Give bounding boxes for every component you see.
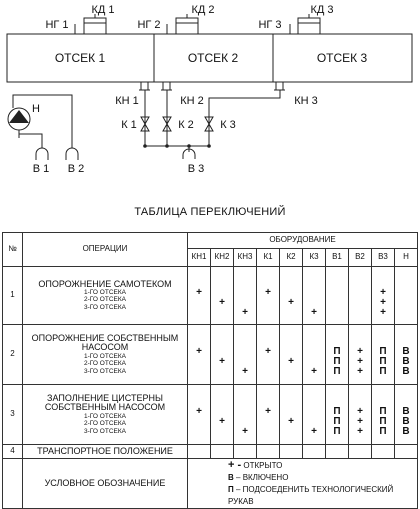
- state-mark: [349, 288, 371, 298]
- equipment-state-cell: [372, 385, 395, 445]
- valve-k2: [163, 117, 194, 131]
- state-mark: П: [333, 365, 341, 377]
- breather-valve-2: [176, 4, 215, 34]
- state-mark: +: [288, 296, 294, 308]
- equipment-col-header: КН1: [188, 249, 211, 267]
- state-mark: [257, 367, 279, 377]
- equipment-state-cell: [395, 445, 418, 459]
- valve-k1-label: К 1: [121, 119, 137, 131]
- state-mark: [303, 347, 325, 357]
- operation-subitem: 2-ГО ОТСЕКА: [84, 420, 126, 428]
- equipment-state-cell: [280, 267, 303, 325]
- state-mark: [188, 357, 210, 367]
- bottom-valve-3: [274, 82, 318, 107]
- equipment-state-cell: [326, 385, 349, 445]
- legend-symbol-open: + -: [228, 459, 242, 471]
- equipment-state-cell: [280, 385, 303, 445]
- state-mark: [211, 407, 233, 417]
- state-mark: П: [379, 355, 387, 367]
- valve-k3-label: К 3: [220, 119, 236, 131]
- equipment-state-cell: [326, 325, 349, 385]
- compartment-3-label: ОТСЕК 3: [316, 51, 368, 65]
- operation-title: ЗАПОЛНЕНИЕ ЦИСТЕРНЫ СОБСТВЕННЫМ НАСОСОМ: [44, 392, 166, 413]
- state-mark: +: [357, 425, 363, 437]
- state-mark: +: [357, 405, 363, 417]
- operation-subitem: 3-ГО ОТСЕКА: [84, 303, 126, 311]
- state-mark: +: [265, 286, 271, 298]
- state-mark: +: [196, 286, 202, 298]
- operation-subitem: 2-ГО ОТСЕКА: [84, 296, 126, 304]
- legend-text-hose: – ПОДСОЕДЕНИТЬ ТЕХНОЛОГИЧЕСКИЙ РУКАВ: [228, 485, 394, 506]
- operation-subitem: 2-ГО ОТСЕКА: [84, 360, 126, 368]
- legend-symbol-on: В: [228, 473, 234, 482]
- equipment-col-header: К3: [303, 249, 326, 267]
- state-mark: +: [311, 306, 317, 318]
- equipment-state-cell: [257, 325, 280, 385]
- equipment-state-cell: [234, 325, 257, 385]
- state-mark: В: [402, 345, 410, 357]
- equipment-state-cell: [349, 325, 372, 385]
- equipment-state-cell: [349, 445, 372, 459]
- tank-schematic: [0, 0, 420, 200]
- state-mark: П: [379, 365, 387, 377]
- state-mark: [280, 288, 302, 298]
- operation-cell: [23, 267, 188, 325]
- bottom-valve-3-label: КН 3: [294, 95, 318, 107]
- state-mark: [326, 298, 348, 308]
- state-mark: +: [380, 296, 386, 308]
- state-mark: [211, 288, 233, 298]
- operation-subitem: 1-ГО ОТСЕКА: [84, 289, 126, 297]
- equipment-state-cell: [303, 325, 326, 385]
- legend-label: УСЛОВНОЕ ОБОЗНАЧЕНИЕ: [23, 459, 188, 509]
- state-mark: [303, 288, 325, 298]
- state-mark: П: [333, 355, 341, 367]
- legend-symbol-hose: П: [228, 485, 234, 494]
- state-mark: [303, 407, 325, 417]
- equipment-state-cell: [395, 385, 418, 445]
- state-mark: [257, 417, 279, 427]
- state-mark: [188, 417, 210, 427]
- state-mark: [303, 298, 325, 308]
- equipment-state-cell: [211, 445, 234, 459]
- state-mark: +: [288, 415, 294, 427]
- outlet-b1-label: В 1: [32, 163, 50, 175]
- equipment-col-header: В1: [326, 249, 349, 267]
- compartment-1-label: ОТСЕК 1: [54, 51, 106, 65]
- state-mark: [303, 417, 325, 427]
- equipment-state-cell: [188, 325, 211, 385]
- state-mark: [234, 357, 256, 367]
- operation-row: [3, 267, 418, 325]
- state-mark: [188, 308, 210, 318]
- operation-subitem: 3-ГО ОТСЕКА: [84, 367, 126, 375]
- equipment-state-cell: [280, 445, 303, 459]
- bottom-valve-2-label: КН 2: [180, 95, 204, 107]
- equipment-state-cell: [188, 385, 211, 445]
- level-gauge-1-label: НГ 1: [45, 19, 69, 31]
- equipment-col-header: КН2: [211, 249, 234, 267]
- state-mark: +: [288, 355, 294, 367]
- breather-valve-3-label: КД 3: [310, 4, 334, 16]
- state-mark: [280, 308, 302, 318]
- operation-title: ОПОРОЖНЕНИЕ САМОТЕКОМ: [38, 278, 172, 289]
- state-mark: [188, 427, 210, 437]
- operation-row: [3, 445, 418, 459]
- equipment-state-cell: [234, 445, 257, 459]
- operation-cell: [23, 385, 188, 445]
- state-mark: [257, 308, 279, 318]
- bottom-valve-1-label: КН 1: [115, 95, 139, 107]
- breather-valve-1: [84, 4, 115, 34]
- operation-subitem: 1-ГО ОТСЕКА: [84, 352, 126, 360]
- state-mark: В: [402, 415, 410, 427]
- operation-row: [3, 325, 418, 385]
- legend-text-open: ОТКРЫТО: [243, 461, 283, 470]
- state-mark: [303, 357, 325, 367]
- state-mark: +: [219, 355, 225, 367]
- equipment-state-cell: [372, 267, 395, 325]
- equipment-state-cell: [349, 385, 372, 445]
- breather-valve-3: [298, 4, 334, 34]
- row-number: 2: [3, 325, 23, 385]
- state-mark: +: [311, 425, 317, 437]
- state-mark: П: [333, 415, 341, 427]
- state-mark: +: [196, 345, 202, 357]
- state-mark: [280, 407, 302, 417]
- state-mark: +: [196, 405, 202, 417]
- state-mark: [188, 367, 210, 377]
- state-mark: +: [311, 365, 317, 377]
- outlet-b2: [66, 148, 78, 160]
- state-mark: П: [333, 345, 341, 357]
- equipment-state-cell: [211, 325, 234, 385]
- state-mark: [211, 427, 233, 437]
- row-number: 4: [3, 445, 23, 459]
- state-mark: +: [357, 345, 363, 357]
- equipment-state-cell: [211, 385, 234, 445]
- state-mark: П: [379, 425, 387, 437]
- equipment-state-cell: [234, 267, 257, 325]
- state-mark: +: [219, 296, 225, 308]
- level-gauge-1: [45, 19, 75, 34]
- state-mark: В: [402, 425, 410, 437]
- equipment-state-cell: [395, 325, 418, 385]
- state-mark: В: [402, 355, 410, 367]
- state-mark: [395, 298, 417, 308]
- legend-row: [3, 459, 418, 509]
- state-mark: +: [380, 286, 386, 298]
- equipment-col-header: К1: [257, 249, 280, 267]
- state-mark: +: [242, 365, 248, 377]
- operation-title: ОПОРОЖНЕНИЕ СОБСТВЕННЫМ НАСОСОМ: [31, 332, 179, 353]
- state-mark: [257, 298, 279, 308]
- equipment-state-cell: [188, 445, 211, 459]
- equipment-state-cell: [303, 267, 326, 325]
- state-mark: [234, 407, 256, 417]
- operation-subitem: 3-ГО ОТСЕКА: [84, 427, 126, 435]
- equipment-state-cell: [303, 385, 326, 445]
- equipment-state-cell: [372, 325, 395, 385]
- state-mark: В: [402, 365, 410, 377]
- state-mark: +: [265, 405, 271, 417]
- operation-cell: [23, 325, 188, 385]
- equipment-state-cell: [188, 267, 211, 325]
- outlet-b1: [36, 148, 48, 160]
- compartment-2-label: ОТСЕК 2: [187, 51, 239, 65]
- state-mark: [211, 367, 233, 377]
- equipment-col-header: КН3: [234, 249, 257, 267]
- state-mark: [234, 288, 256, 298]
- state-mark: +: [357, 415, 363, 427]
- equipment-col-header: К2: [280, 249, 303, 267]
- state-mark: +: [219, 415, 225, 427]
- header-operations: ОПЕРАЦИИ: [23, 233, 188, 267]
- table-title: ТАБЛИЦА ПЕРЕКЛЮЧЕНИЙ: [134, 206, 286, 218]
- state-mark: [280, 367, 302, 377]
- equipment-state-cell: [395, 267, 418, 325]
- state-mark: +: [242, 425, 248, 437]
- state-mark: +: [265, 345, 271, 357]
- switching-table: [2, 232, 418, 509]
- equipment-col-header: Н: [395, 249, 418, 267]
- state-mark: В: [402, 405, 410, 417]
- operation-subitem: 1-ГО ОТСЕКА: [84, 412, 126, 420]
- equipment-state-cell: [211, 267, 234, 325]
- state-mark: [349, 298, 371, 308]
- state-mark: +: [242, 306, 248, 318]
- state-mark: [280, 347, 302, 357]
- valve-k3: [205, 117, 236, 131]
- state-mark: [211, 347, 233, 357]
- header-num: №: [3, 233, 23, 267]
- equipment-state-cell: [372, 445, 395, 459]
- equipment-col-header: В2: [349, 249, 372, 267]
- valve-k2-label: К 2: [178, 119, 194, 131]
- level-gauge-2-label: НГ 2: [137, 19, 161, 31]
- state-mark: [395, 288, 417, 298]
- outlet-b3-label: В 3: [187, 163, 205, 175]
- equipment-state-cell: [257, 445, 280, 459]
- state-mark: [395, 308, 417, 318]
- row-number: 1: [3, 267, 23, 325]
- state-mark: +: [380, 306, 386, 318]
- state-mark: [188, 298, 210, 308]
- state-mark: П: [379, 405, 387, 417]
- state-mark: [326, 288, 348, 298]
- level-gauge-2: [137, 19, 167, 34]
- state-mark: [234, 298, 256, 308]
- state-mark: [349, 308, 371, 318]
- operation-row: [3, 385, 418, 445]
- state-mark: [234, 347, 256, 357]
- row-number: 3: [3, 385, 23, 445]
- state-mark: +: [357, 365, 363, 377]
- state-mark: П: [333, 425, 341, 437]
- state-mark: [326, 308, 348, 318]
- breather-valve-2-label: КД 2: [191, 4, 215, 16]
- state-mark: +: [357, 355, 363, 367]
- legend-values: [188, 459, 418, 509]
- level-gauge-3-label: НГ 3: [258, 19, 282, 31]
- legend-text-on: – ВКЛЮЧЕНО: [236, 473, 289, 482]
- state-mark: П: [333, 405, 341, 417]
- equipment-state-cell: [234, 385, 257, 445]
- state-mark: [257, 427, 279, 437]
- header-equipment: ОБОРУДОВАНИЕ: [188, 233, 418, 249]
- operation-title: ТРАНСПОРТНОЕ ПОЛОЖЕНИЕ: [37, 445, 173, 456]
- state-mark: [211, 308, 233, 318]
- equipment-col-header: В3: [372, 249, 395, 267]
- state-mark: [234, 417, 256, 427]
- equipment-state-cell: [280, 325, 303, 385]
- outlet-b2-label: В 2: [67, 163, 85, 175]
- pump-label: Н: [32, 103, 40, 115]
- equipment-state-cell: [326, 267, 349, 325]
- equipment-state-cell: [257, 385, 280, 445]
- breather-valve-1-label: КД 1: [91, 4, 115, 16]
- state-mark: [280, 427, 302, 437]
- equipment-state-cell: [349, 267, 372, 325]
- equipment-state-cell: [326, 445, 349, 459]
- equipment-state-cell: [257, 267, 280, 325]
- state-mark: П: [379, 345, 387, 357]
- level-gauge-3: [258, 19, 290, 34]
- state-mark: [257, 357, 279, 367]
- state-mark: П: [379, 415, 387, 427]
- operation-cell: [23, 445, 188, 459]
- equipment-state-cell: [303, 445, 326, 459]
